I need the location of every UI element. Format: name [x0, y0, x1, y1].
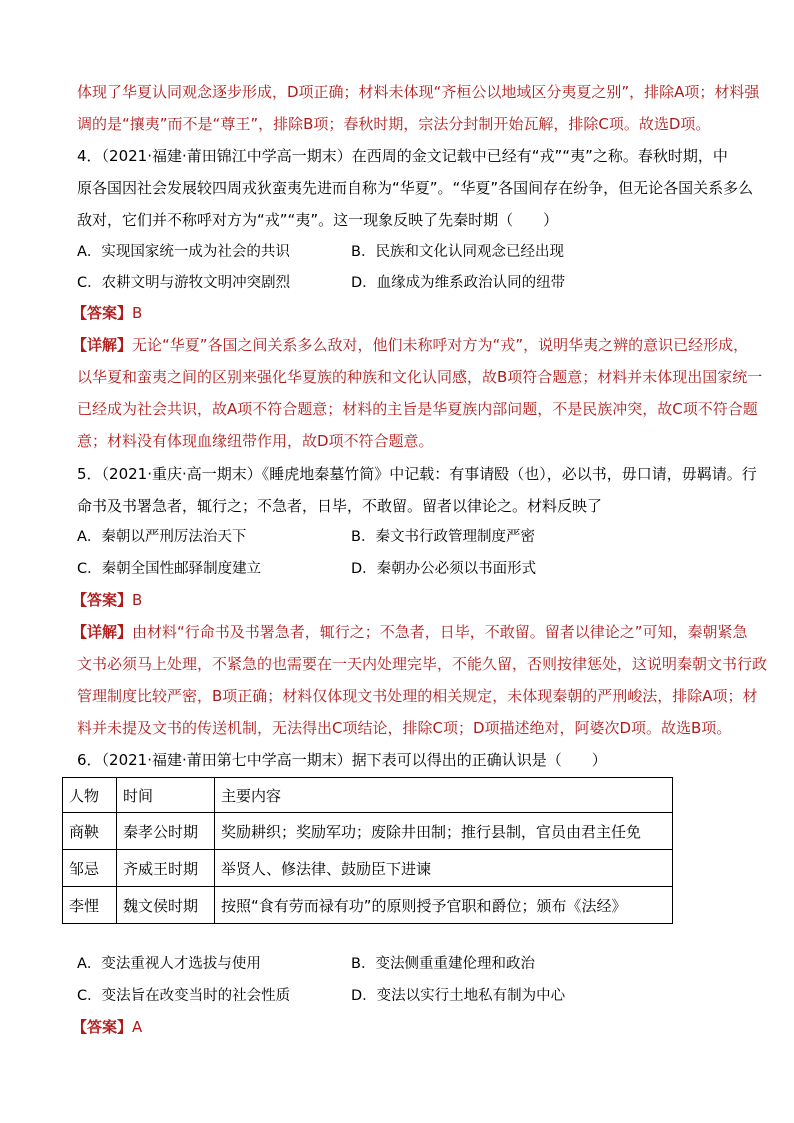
table-cell: 商鞅 — [63, 813, 117, 850]
answer-value: B — [132, 591, 143, 609]
detail-line — [72, 622, 748, 642]
option-b: B．秦文书行政管理制度严密 — [351, 529, 535, 545]
option-a: A．秦朝以严刑厉法治天下 — [77, 529, 247, 545]
answer-label: 【答案】 — [72, 1018, 133, 1036]
option-c: C．秦朝全国性邮驿制度建立 — [77, 561, 262, 577]
reform-table — [62, 777, 673, 924]
answer-line — [72, 303, 142, 323]
question-6-stem: 6．（2021·福建·莆田第七中学高一期末）据下表可以得出的正确认识是（ ） — [77, 751, 607, 769]
table-header-cell: 时间 — [117, 778, 215, 813]
answer-line — [72, 590, 142, 610]
table-cell: 魏文侯时期 — [117, 887, 215, 924]
detail-label: 【详解】 — [72, 623, 133, 641]
table-cell: 李悝 — [63, 887, 117, 924]
option-d: D．变法以实行土地私有制为中心 — [351, 988, 566, 1004]
answer-label: 【答案】 — [72, 304, 133, 322]
question-4-stem: 敌对，它们并不称呼对方为“戎”“夷”。这一现象反映了先秦时期（ ） — [77, 211, 559, 229]
option-d: D．秦朝办公必须以书面形式 — [351, 561, 537, 577]
table-cell: 邹忌 — [63, 850, 117, 887]
table-header-row — [63, 778, 673, 813]
table-row — [63, 887, 673, 924]
table-header-cell: 人物 — [63, 778, 117, 813]
option-a: A．实现国家统一成为社会的共识 — [77, 244, 290, 260]
question-5-stem: 5．（2021·重庆·高一期末）《睡虎地秦墓竹简》中记载：有事请殹（也），必以书，毋口请，毋羁请。行 — [77, 465, 757, 483]
detail-line: 意；材料没有体现血缘纽带作用，故D项不符合题意。 — [77, 432, 434, 450]
answer-value: B — [132, 304, 143, 322]
option-b: B．变法侧重重建伦理和政治 — [351, 956, 535, 972]
table-cell: 秦孝公时期 — [117, 813, 215, 850]
detail-text: 由材料“行命书及书署急者，辄行之；不急者，日毕，不敢留。留者以律论之”可知，秦朝紧急 — [132, 623, 748, 641]
table-header-cell: 主要内容 — [215, 778, 673, 813]
option-c: C．农耕文明与游牧文明冲突剧烈 — [77, 275, 291, 291]
question-4-stem: 原各国因社会发展较四周戎狄蛮夷先进而自称为“华夏”。“华夏”各国间存在纷争，但无论各国关系多么 — [77, 179, 754, 197]
analysis-line: 体现了华夏认同观念逐步形成，D项正确；材料未体现“齐桓公以地域区分夷夏之别”，排除A项；材料强 — [77, 83, 760, 101]
table-cell: 奖励耕织；奖励军功；废除井田制；推行县制，官员由君主任免 — [215, 813, 673, 850]
option-a: A．变法重视人才选拔与使用 — [77, 956, 261, 972]
detail-line: 文书必须马上处理，不紧急的也需要在一天内处理完毕，不能久留，否则按律惩处，这说明秦朝文书行政 — [77, 655, 768, 673]
table-row — [63, 850, 673, 887]
question-5-stem: 命书及书署急者，辄行之；不急者，日毕，不敢留。留者以律论之。材料反映了 — [77, 497, 603, 515]
table-cell: 举贤人、修法律、鼓励臣下进谏 — [215, 850, 673, 887]
detail-line: 以华夏和蛮夷之间的区别来强化华夏族的种族和文化认同感，故B项符合题意；材料并未体现出国家统一 — [77, 368, 763, 386]
table-cell: 齐威王时期 — [117, 850, 215, 887]
answer-line — [72, 1017, 142, 1037]
detail-text: 无论“华夏”各国之间关系多么敌对，他们未称呼对方为“戎”，说明华夷之辨的意识已经形成， — [132, 336, 749, 354]
answer-value: A — [132, 1018, 143, 1036]
option-c: C．变法旨在改变当时的社会性质 — [77, 988, 291, 1004]
option-d: D．血缘成为维系政治认同的纽带 — [351, 275, 566, 291]
table-row — [63, 813, 673, 850]
detail-line: 管理制度比较严密，B项正确；材料仅体现文书处理的相关规定，未体现秦朝的严刑峻法，排除A项；材 — [77, 687, 758, 705]
analysis-line: 调的是“攘夷”而不是“尊王”，排除B项；春秋时期，宗法分封制开始瓦解，排除C项。故选D项。 — [77, 115, 711, 133]
option-b: B．民族和文化认同观念已经出现 — [351, 244, 564, 260]
detail-line: 料并未提及文书的传送机制，无法得出C项结论，排除C项；D项描述绝对，阿婆次D项。故选B项。 — [77, 719, 732, 737]
detail-line — [72, 335, 748, 355]
detail-line: 已经成为社会共识，故A项不符合题意；材料的主旨是华夏族内部问题，不是民族冲突，故C项不符合题 — [77, 400, 758, 418]
answer-label: 【答案】 — [72, 591, 133, 609]
table-cell: 按照“食有劳而禄有功”的原则授予官职和爵位；颁布《法经》 — [215, 887, 673, 924]
detail-label: 【详解】 — [72, 336, 133, 354]
question-4-stem: 4．（2021·福建·莆田锦江中学高一期末）在西周的金文记载中已经有“戎”“夷”之称。春秋时期，中 — [77, 147, 728, 165]
